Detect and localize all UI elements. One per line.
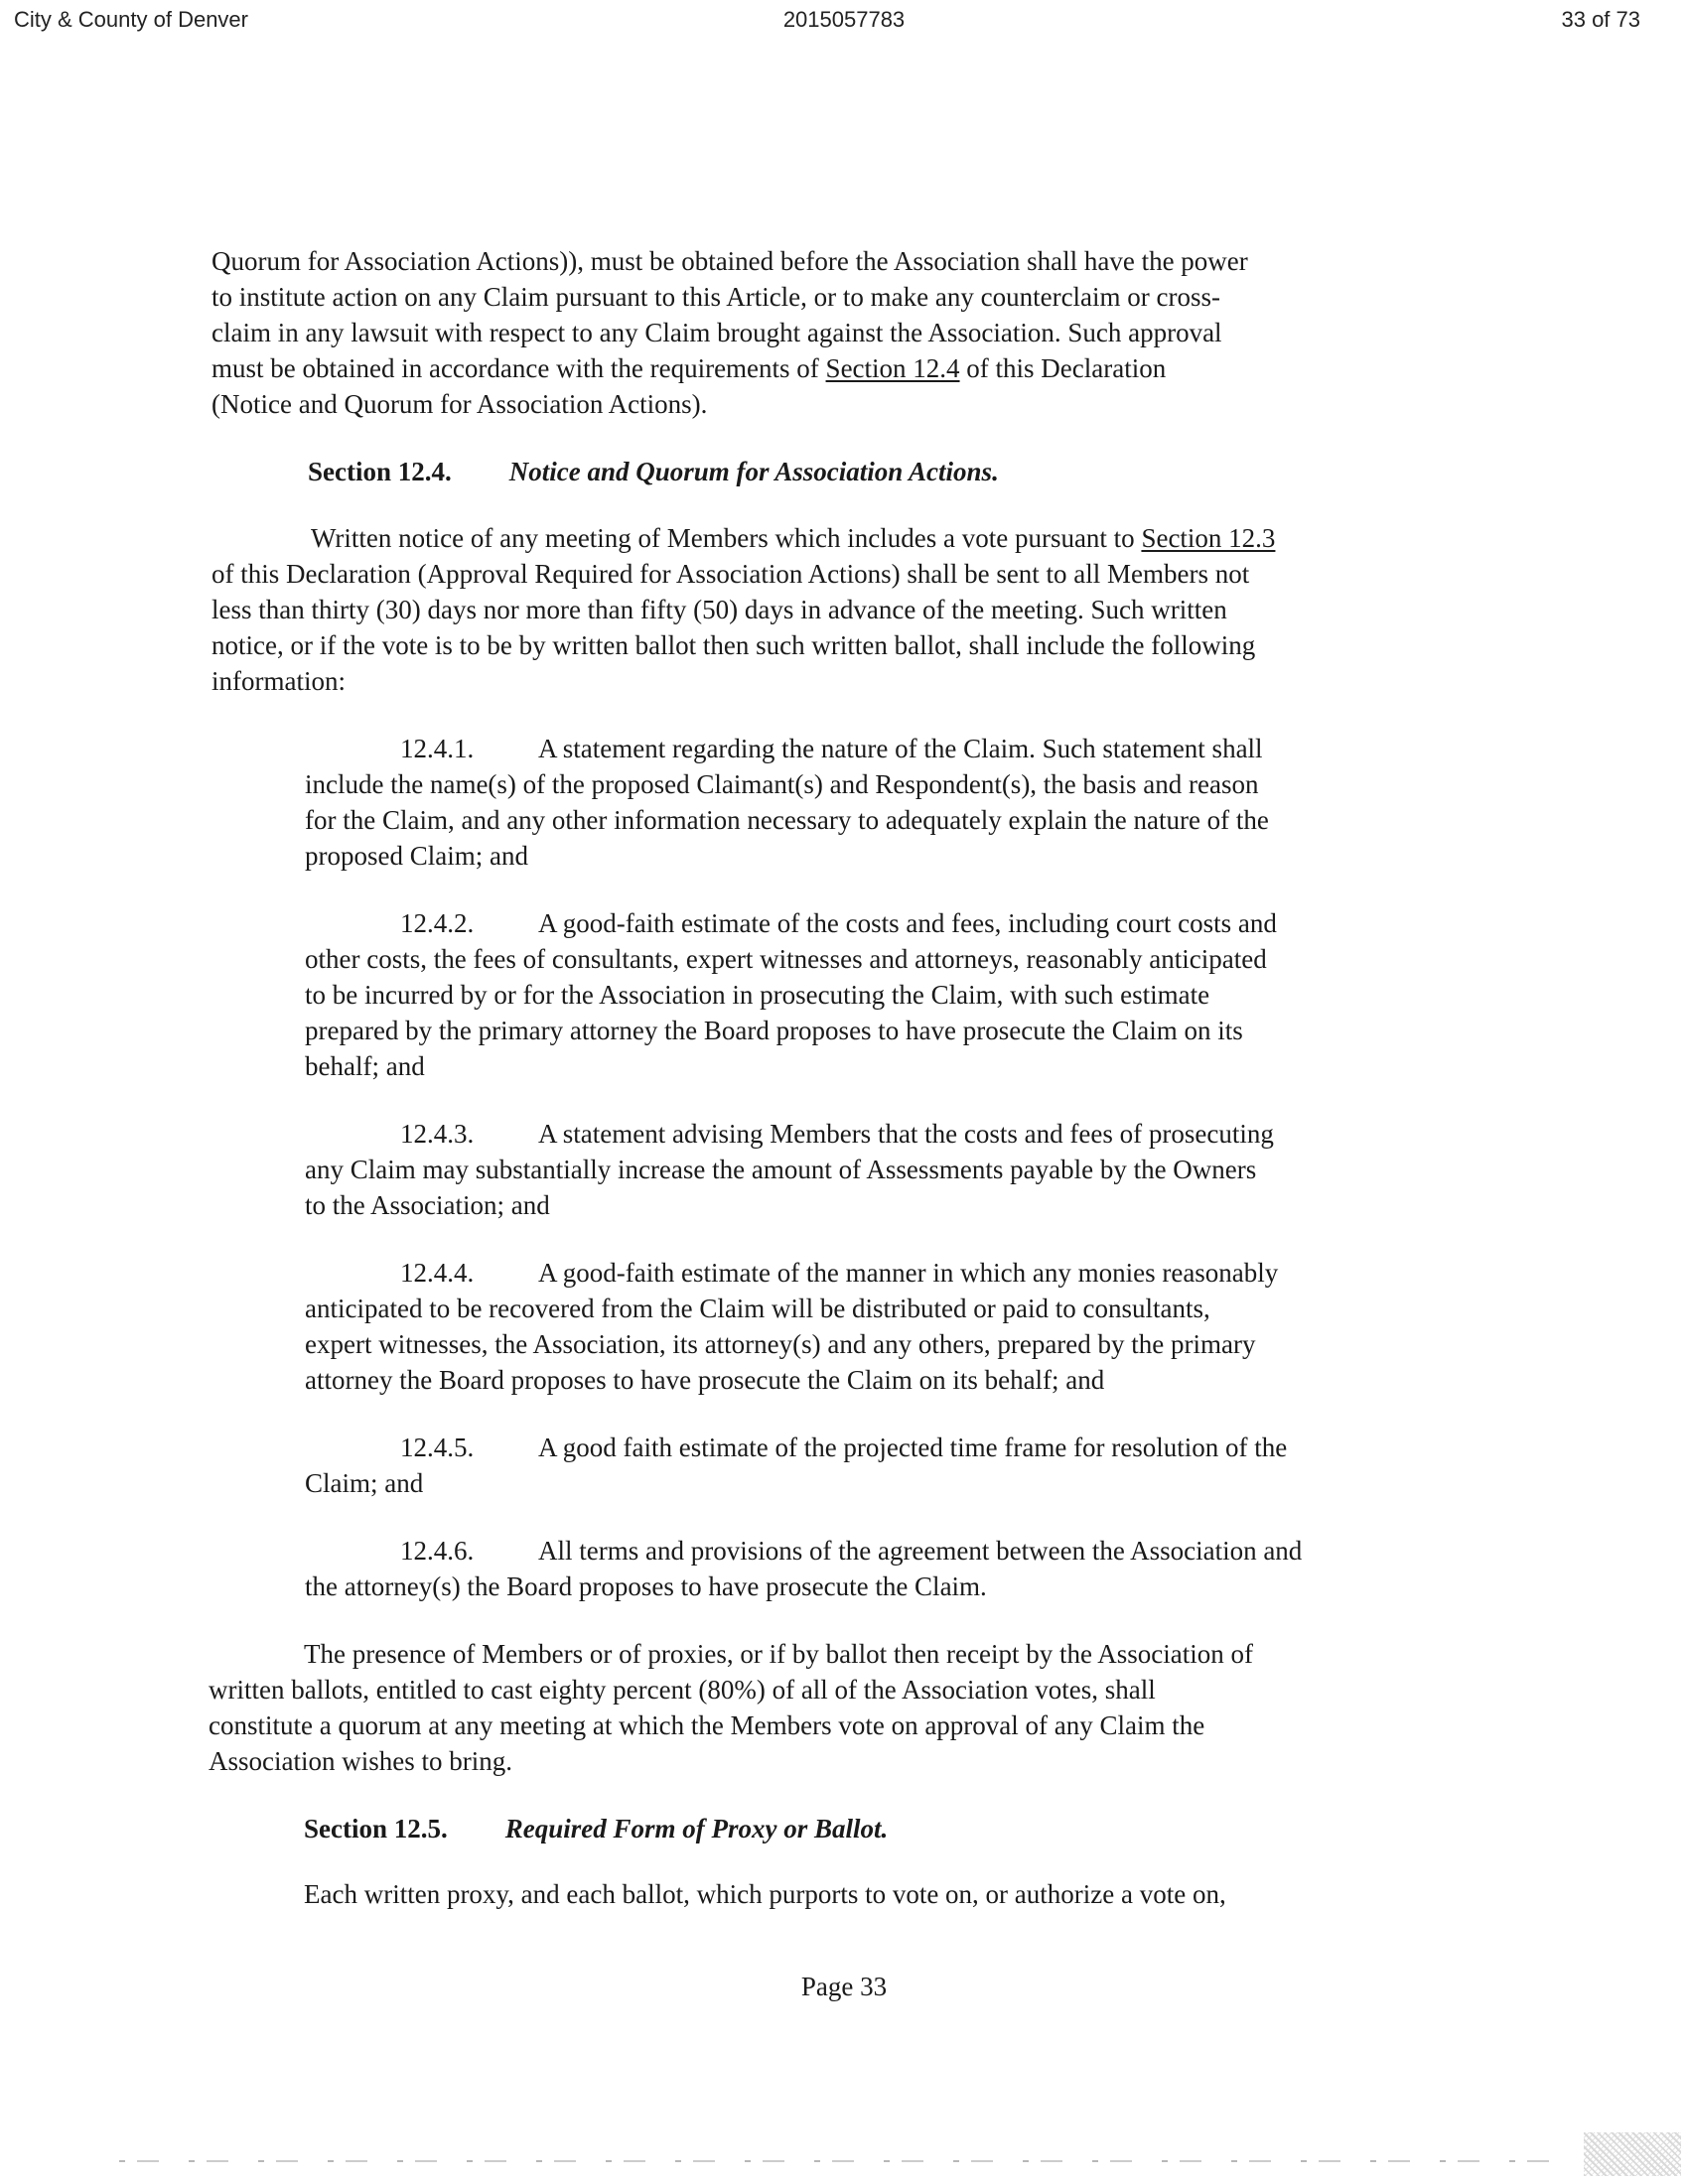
section-12-5-title: Required Form of Proxy or Ballot. <box>504 1814 889 1843</box>
item-12-4-3-first-line: 12.4.3. A statement advising Members that the costs and fees of prosecuting <box>400 1119 1274 1149</box>
item-12-4-6-first-line: 12.4.6. All terms and provisions of the agreement between the Association and <box>400 1536 1303 1566</box>
item-12-4-1-line-2: include the name(s) of the proposed Claimant(s) and Respondent(s), the basis and reason <box>305 769 1259 799</box>
scan-artifact-line <box>119 2160 1549 2162</box>
item-number: 12.4.6. <box>400 1536 475 1566</box>
item-12-4-2-line-4: prepared by the primary attorney the Board proposes to have prosecute the Claim on its <box>305 1016 1243 1045</box>
page-number: Page 33 <box>800 1972 888 2001</box>
intro-line-4 <box>211 353 1166 383</box>
header-county: City & County of Denver <box>14 7 248 32</box>
notice-line-2: of this Declaration (Approval Required for Association Actions) shall be sent to all Members not <box>211 559 1250 589</box>
section-12-4-reference: Section 12.4 <box>825 353 960 383</box>
item-12-4-2-first-line: 12.4.2. A good-faith estimate of the costs and fees, including court costs and <box>400 908 1277 938</box>
item-12-4-1-line-4: proposed Claim; and <box>305 841 528 871</box>
quorum-line-1: The presence of Members or of proxies, or if by ballot then receipt by the Association of <box>304 1639 1253 1669</box>
closing-line: Each written proxy, and each ballot, which purports to vote on, or authorize a vote on, <box>304 1879 1226 1909</box>
item-12-4-3-line-3: to the Association; and <box>305 1190 550 1220</box>
section-12-4-number: Section 12.4. <box>308 457 452 486</box>
item-number: 12.4.5. <box>400 1433 475 1462</box>
item-12-4-4-first-line: 12.4.4. A good-faith estimate of the manner in which any monies reasonably <box>400 1258 1279 1288</box>
item-12-4-6-line-2: the attorney(s) the Board proposes to have prosecute the Claim. <box>305 1571 987 1601</box>
header-reception-number: 2015057783 <box>782 7 906 32</box>
intro-line-1: Quorum for Association Actions)), must be obtained before the Association shall have the power <box>211 246 1248 276</box>
item-12-4-5-line-2: Claim; and <box>305 1468 424 1498</box>
item-number: 12.4.2. <box>400 908 475 938</box>
item-number: 12.4.4. <box>400 1258 475 1288</box>
item-12-4-2-line-3: to be incurred by or for the Association in prosecuting the Claim, with such estimate <box>305 980 1210 1010</box>
item-12-4-1-line-3: for the Claim, and any other information necessary to adequately explain the nature of the <box>305 805 1269 835</box>
section-12-3-reference: Section 12.3 <box>1141 523 1276 553</box>
section-12-4-heading <box>308 457 999 486</box>
item-12-4-4-line-2: anticipated to be recovered from the Claim will be distributed or paid to consultants, <box>305 1294 1210 1323</box>
intro-line-2: to institute action on any Claim pursuant to this Article, or to make any counterclaim or cross- <box>211 282 1221 312</box>
intro-line-4-text: must be obtained in accordance with the requirements of <box>211 353 826 383</box>
notice-line-1-text: Written notice of any meeting of Members which includes a vote pursuant to <box>311 523 1142 553</box>
intro-line-4-tail: of this Declaration <box>959 353 1167 383</box>
scan-artifact-stamp <box>1584 2132 1681 2176</box>
item-number: 12.4.1. <box>400 734 475 763</box>
notice-line-5: information: <box>211 666 346 696</box>
item-12-4-3-line-2: any Claim may substantially increase the amount of Assessments payable by the Owners <box>305 1155 1257 1184</box>
intro-line-5: (Notice and Quorum for Association Actions). <box>211 389 708 419</box>
item-12-4-4-line-4: attorney the Board proposes to have prosecute the Claim on its behalf; and <box>305 1365 1105 1395</box>
section-12-5-heading <box>304 1814 888 1843</box>
intro-line-3: claim in any lawsuit with respect to any Claim brought against the Association. Such approval <box>211 318 1222 347</box>
quorum-line-2: written ballots, entitled to cast eighty percent (80%) of all of the Association votes, shall <box>209 1675 1156 1705</box>
item-12-4-2-line-5: behalf; and <box>305 1051 425 1081</box>
item-12-4-4-line-3: expert witnesses, the Association, its attorney(s) and any others, prepared by the primary <box>305 1329 1256 1359</box>
notice-line-4: notice, or if the vote is to be by written ballot then such written ballot, shall include the following <box>211 630 1256 660</box>
quorum-line-3: constitute a quorum at any meeting at which the Members vote on approval of any Claim the <box>209 1710 1205 1740</box>
section-12-5-number: Section 12.5. <box>304 1814 448 1843</box>
quorum-line-4: Association wishes to bring. <box>209 1746 512 1776</box>
item-12-4-1-first-line: 12.4.1. A statement regarding the nature of the Claim. Such statement shall <box>400 734 1263 763</box>
notice-line-3: less than thirty (30) days nor more than fifty (50) days in advance of the meeting. Such written <box>211 595 1227 624</box>
notice-line-1 <box>311 523 1275 553</box>
item-number: 12.4.3. <box>400 1119 475 1149</box>
item-12-4-5-first-line: 12.4.5. A good faith estimate of the projected time frame for resolution of the <box>400 1433 1288 1462</box>
section-12-4-title: Notice and Quorum for Association Actions. <box>508 457 999 486</box>
item-12-4-2-line-2: other costs, the fees of consultants, expert witnesses and attorneys, reasonably anticipated <box>305 944 1267 974</box>
header-page-count: 33 of 73 <box>1561 7 1640 32</box>
